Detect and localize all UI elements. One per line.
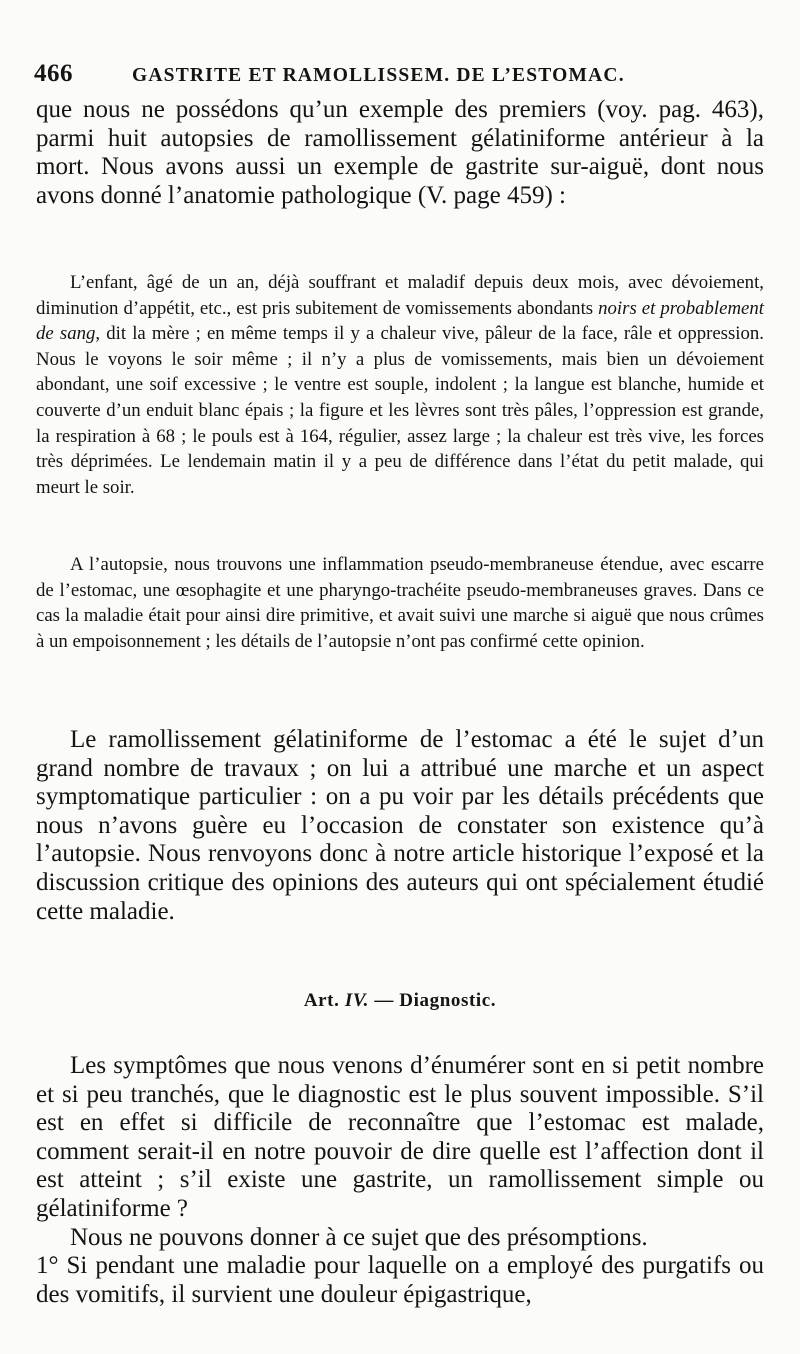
paragraph-text: Le ramollissement gélatiniforme de l’estomac a été le sujet d’un grand nombre de travaux ; on lui a attribué une marche et un aspect symptomatique particulier : on a pu voir par les détails précédents que nous n’avons guère eu l’occasion de constater son existence qu’à l’autopsie. Nous renvoyons donc à notre article historique l’exposé et la discussion critique des opinions des auteurs qui ont spécialement étudié cette maladie. — [36, 726, 764, 925]
diagnosis-section — [36, 1052, 764, 1309]
case-report-autopsy — [36, 552, 764, 654]
section-heading — [0, 990, 800, 1012]
running-title: GASTRITE ET RAMOLLISSEM. DE L’ESTOMAC. — [132, 65, 625, 86]
case-report-quote: noirs et probablement de sang — [36, 297, 764, 345]
paragraph-text: Les symptômes que nous venons d’énumérer sont en si petit nombre et si peu tranchés, que le diagnostic est le plus souvent impossible. S’il est en effet si difficile de reconnaître que l’estomac est malade, comment serait-il en notre pouvoir de dire quelle est l’affection dont il est atteint ; s’il existe une gastrite, un ramollissement simple ou gélatiniforme ? — [36, 1052, 764, 1222]
discussion-paragraph — [36, 726, 764, 926]
case-report-text-start: L’enfant, âgé de un an, déjà souffrant et maladif depuis deux mois, avec dévoiement, diminution d’appétit, etc., est pris subitement de vomissements abondants — [36, 272, 764, 319]
numbered-paragraph: 1° Si pendant une maladie pour laquelle on a employé des purgatifs ou des vomitifs, il survient une douleur épigastrique, — [36, 1252, 764, 1308]
paragraph-continuation — [36, 96, 764, 210]
section-heading-prefix: Art. — [303, 990, 340, 1011]
case-report-text-end: , dit la mère ; en même temps il y a chaleur vive, pâleur de la face, râle et oppression. Nous le voyons le soir même ; il n’y a plus de vomissements, mais bien un dévoiement abondant, une soif excessive ; le ventre est souple, indolent ; la langue est blanche, humide et couverte d’un enduit blanc épais ; la figure et les lèvres sont très pâles, l’oppression est grande, la respiration à 68 ; le pouls est à 164, régulier, assez large ; la chaleur est très vive, les forces très déprimées. Le lendemain matin il y a peu de différence dans l’état du petit malade, qui meurt le soir. — [36, 323, 764, 498]
page-header — [34, 60, 774, 96]
section-heading-title: — Diagnostic. — [374, 990, 497, 1011]
section-heading-number: IV. — [344, 990, 369, 1011]
case-report-paragraph — [36, 270, 764, 500]
page-number: 466 — [34, 60, 73, 87]
paragraph-text: Nous ne pouvons donner à ce sujet que des présomptions. — [70, 1223, 648, 1251]
case-report-observation — [36, 270, 764, 500]
paragraph-text: que nous ne possédons qu’un exemple des premiers (voy. pag. 463), parmi huit autopsies de ramollissement gélatiniforme antérieur à la mort. Nous avons aussi un exemple de gastrite sur-aiguë, dont nous avons donné l’anatomie pathologique (V. page 459) : — [36, 96, 764, 209]
autopsy-paragraph: A l’autopsie, nous trouvons une inflammation pseudo-membraneuse étendue, avec escarre de l’estomac, une œsophagite et une pharyngo-trachéite pseudo-membraneuses graves. Dans ce cas la maladie était pour ainsi dire primitive, et avait suivi une marche si aiguë que nous crûmes à un empoisonnement ; les détails de l’autopsie n’ont pas confirmé cette opinion. — [36, 554, 764, 652]
